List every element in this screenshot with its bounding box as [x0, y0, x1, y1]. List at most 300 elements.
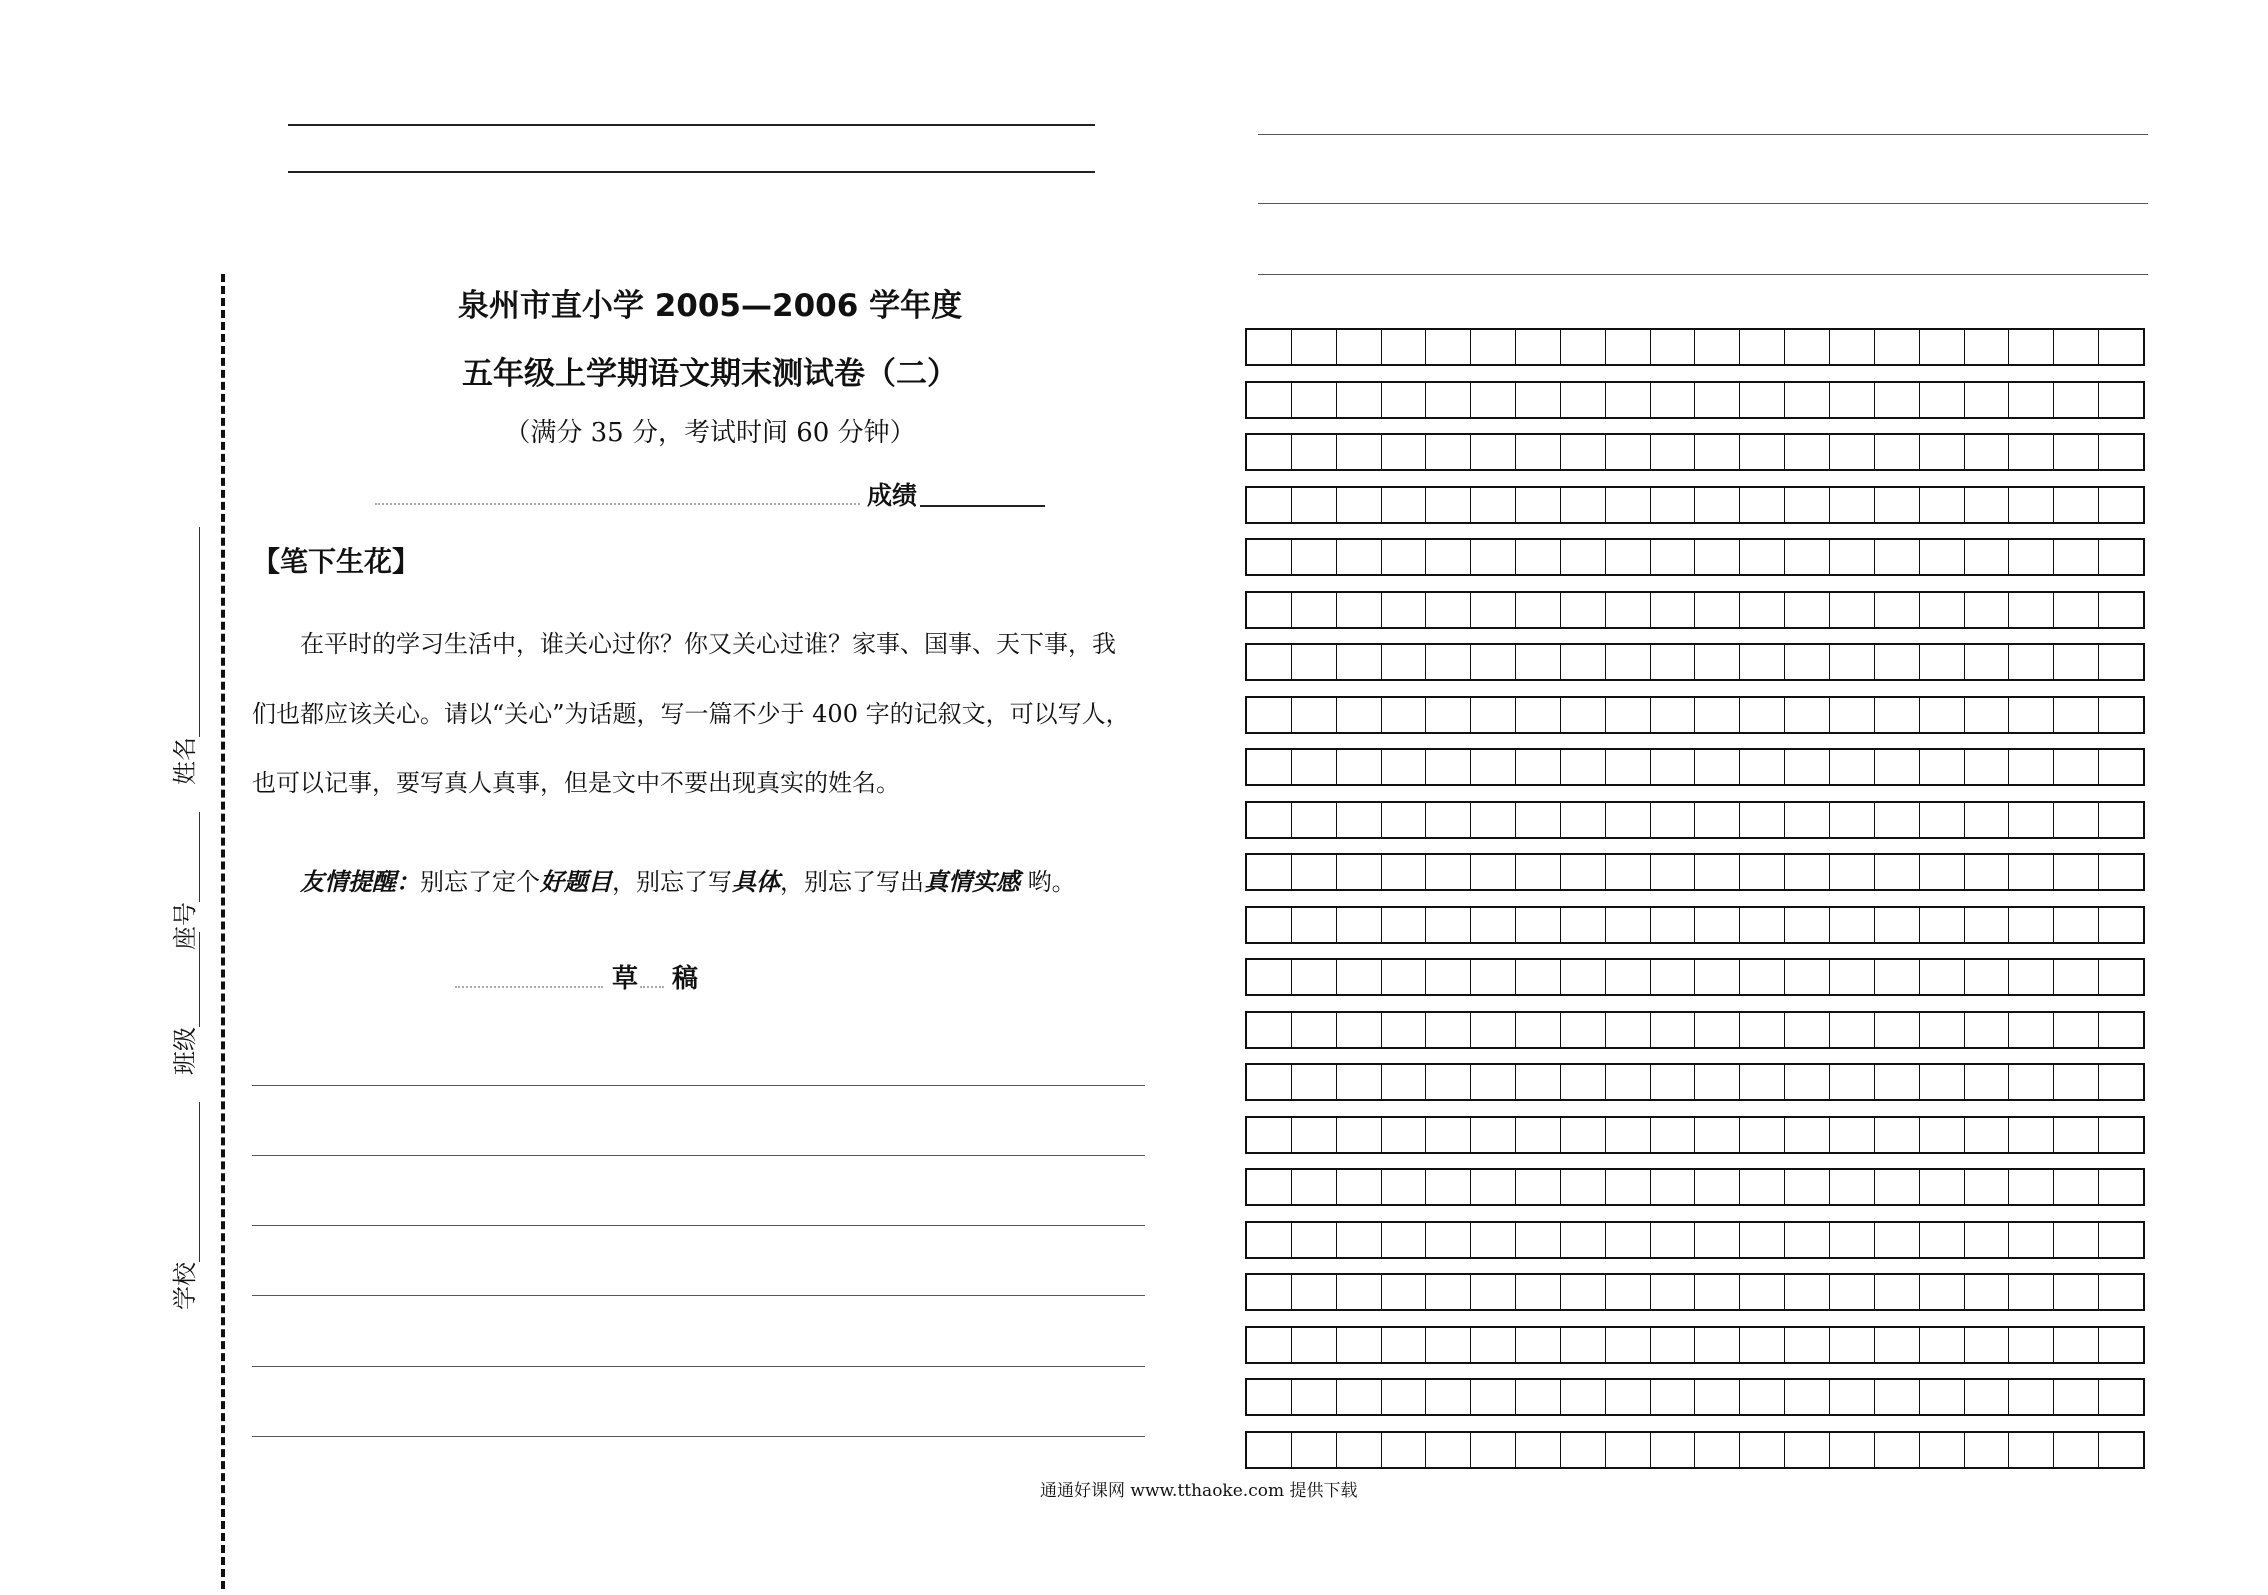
grid-cell[interactable] — [1382, 383, 1427, 417]
grid-cell[interactable] — [1561, 908, 1606, 942]
grid-cell[interactable] — [1247, 1170, 1292, 1204]
grid-cell[interactable] — [1695, 593, 1740, 627]
grid-cell[interactable] — [1471, 1433, 1516, 1467]
grid-cell[interactable] — [2009, 908, 2054, 942]
grid-cell[interactable] — [1471, 1118, 1516, 1152]
grid-cell[interactable] — [1382, 960, 1427, 994]
grid-cell[interactable] — [1426, 803, 1471, 837]
grid-cell[interactable] — [1426, 750, 1471, 784]
grid-cell[interactable] — [1292, 1223, 1337, 1257]
grid-cell[interactable] — [1740, 593, 1785, 627]
grid-cell[interactable] — [2054, 1328, 2099, 1362]
grid-cell[interactable] — [1920, 330, 1965, 364]
grid-cell[interactable] — [1561, 1433, 1606, 1467]
score-blank[interactable] — [920, 505, 1045, 507]
grid-cell[interactable] — [1695, 855, 1740, 889]
grid-cell[interactable] — [1740, 1013, 1785, 1047]
grid-cell[interactable] — [2054, 593, 2099, 627]
grid-cell[interactable] — [2009, 645, 2054, 679]
grid-cell[interactable] — [1785, 960, 1830, 994]
grid-cell[interactable] — [1920, 1275, 1965, 1309]
grid-cell[interactable] — [1920, 383, 1965, 417]
grid-cell[interactable] — [2009, 698, 2054, 732]
grid-cell[interactable] — [2099, 1433, 2143, 1467]
grid-cell[interactable] — [1740, 645, 1785, 679]
grid-cell[interactable] — [1247, 488, 1292, 522]
grid-cell[interactable] — [1651, 1275, 1696, 1309]
grid-cell[interactable] — [1247, 593, 1292, 627]
grid-cell[interactable] — [1426, 698, 1471, 732]
grid-cell[interactable] — [1875, 383, 1920, 417]
grid-cell[interactable] — [1965, 1223, 2010, 1257]
grid-cell[interactable] — [1695, 435, 1740, 469]
grid-cell[interactable] — [1606, 593, 1651, 627]
grid-cell[interactable] — [1247, 435, 1292, 469]
grid-cell[interactable] — [1785, 383, 1830, 417]
grid-cell[interactable] — [1965, 435, 2010, 469]
grid-cell[interactable] — [1830, 960, 1875, 994]
grid-cell[interactable] — [1292, 908, 1337, 942]
grid-cell[interactable] — [2054, 1380, 2099, 1414]
grid-cell[interactable] — [1292, 960, 1337, 994]
grid-cell[interactable] — [1292, 855, 1337, 889]
grid-cell[interactable] — [2099, 435, 2143, 469]
grid-cell[interactable] — [1830, 1328, 1875, 1362]
grid-cell[interactable] — [1247, 330, 1292, 364]
grid-cell[interactable] — [2009, 1275, 2054, 1309]
grid-cell[interactable] — [1651, 435, 1696, 469]
grid-cell[interactable] — [2099, 330, 2143, 364]
grid-cell[interactable] — [1426, 1013, 1471, 1047]
grid-cell[interactable] — [1426, 1223, 1471, 1257]
grid-cell[interactable] — [2009, 1380, 2054, 1414]
grid-cell[interactable] — [1651, 855, 1696, 889]
grid-cell[interactable] — [1382, 488, 1427, 522]
grid-cell[interactable] — [1785, 1065, 1830, 1099]
grid-cell[interactable] — [1426, 1118, 1471, 1152]
grid-cell[interactable] — [1247, 1013, 1292, 1047]
grid-cell[interactable] — [1740, 1275, 1785, 1309]
grid-cell[interactable] — [1426, 855, 1471, 889]
grid-cell[interactable] — [1516, 1328, 1561, 1362]
grid-cell[interactable] — [1292, 435, 1337, 469]
grid-cell[interactable] — [1471, 750, 1516, 784]
grid-cell[interactable] — [2054, 645, 2099, 679]
grid-cell[interactable] — [1516, 1433, 1561, 1467]
grid-cell[interactable] — [1337, 1223, 1382, 1257]
grid-cell[interactable] — [1740, 1328, 1785, 1362]
grid-cell[interactable] — [1382, 908, 1427, 942]
grid-cell[interactable] — [2054, 698, 2099, 732]
grid-cell[interactable] — [1965, 1170, 2010, 1204]
grid-cell[interactable] — [1516, 1223, 1561, 1257]
grid-cell[interactable] — [1965, 1013, 2010, 1047]
grid-cell[interactable] — [1920, 1328, 1965, 1362]
grid-cell[interactable] — [1651, 540, 1696, 574]
grid-cell[interactable] — [1695, 1275, 1740, 1309]
grid-cell[interactable] — [1830, 1275, 1875, 1309]
grid-cell[interactable] — [2099, 750, 2143, 784]
grid-cell[interactable] — [1426, 1433, 1471, 1467]
grid-cell[interactable] — [1382, 1433, 1427, 1467]
grid-cell[interactable] — [1561, 435, 1606, 469]
grid-cell[interactable] — [1875, 645, 1920, 679]
grid-cell[interactable] — [1516, 960, 1561, 994]
grid-cell[interactable] — [1740, 383, 1785, 417]
grid-cell[interactable] — [1471, 488, 1516, 522]
binding-field-name[interactable] — [165, 527, 200, 785]
grid-cell[interactable] — [1337, 1380, 1382, 1414]
grid-cell[interactable] — [1830, 698, 1875, 732]
grid-cell[interactable] — [1606, 1433, 1651, 1467]
grid-cell[interactable] — [1337, 435, 1382, 469]
grid-cell[interactable] — [1875, 908, 1920, 942]
grid-cell[interactable] — [1516, 698, 1561, 732]
grid-cell[interactable] — [1965, 1328, 2010, 1362]
grid-cell[interactable] — [1830, 1065, 1875, 1099]
grid-cell[interactable] — [1830, 908, 1875, 942]
grid-cell[interactable] — [1337, 330, 1382, 364]
grid-cell[interactable] — [1471, 803, 1516, 837]
grid-cell[interactable] — [1695, 488, 1740, 522]
grid-cell[interactable] — [1292, 1065, 1337, 1099]
grid-cell[interactable] — [1830, 488, 1875, 522]
composition-grid[interactable] — [1245, 328, 2145, 1483]
grid-cell[interactable] — [2099, 1275, 2143, 1309]
grid-cell[interactable] — [1606, 435, 1651, 469]
grid-cell[interactable] — [1426, 1328, 1471, 1362]
grid-cell[interactable] — [1292, 1380, 1337, 1414]
binding-field-school[interactable] — [165, 1102, 200, 1310]
grid-cell[interactable] — [1740, 488, 1785, 522]
grid-cell[interactable] — [1606, 330, 1651, 364]
grid-cell[interactable] — [2054, 540, 2099, 574]
grid-cell[interactable] — [1292, 1170, 1337, 1204]
grid-cell[interactable] — [1247, 803, 1292, 837]
grid-cell[interactable] — [1561, 1223, 1606, 1257]
grid-cell[interactable] — [2099, 593, 2143, 627]
grid-cell[interactable] — [1875, 488, 1920, 522]
grid-cell[interactable] — [1337, 908, 1382, 942]
grid-cell[interactable] — [1785, 1275, 1830, 1309]
grid-cell[interactable] — [1965, 908, 2010, 942]
grid-cell[interactable] — [2054, 1013, 2099, 1047]
grid-cell[interactable] — [1920, 593, 1965, 627]
grid-cell[interactable] — [1830, 435, 1875, 469]
grid-cell[interactable] — [1382, 1013, 1427, 1047]
grid-cell[interactable] — [1247, 1118, 1292, 1152]
grid-cell[interactable] — [1606, 1328, 1651, 1362]
grid-cell[interactable] — [1785, 908, 1830, 942]
grid-cell[interactable] — [1247, 908, 1292, 942]
grid-cell[interactable] — [1337, 383, 1382, 417]
grid-cell[interactable] — [1785, 698, 1830, 732]
grid-cell[interactable] — [1920, 1065, 1965, 1099]
grid-cell[interactable] — [1471, 645, 1516, 679]
grid-cell[interactable] — [1965, 855, 2010, 889]
grid-cell[interactable] — [1606, 855, 1651, 889]
grid-cell[interactable] — [1292, 750, 1337, 784]
grid-cell[interactable] — [1471, 383, 1516, 417]
grid-cell[interactable] — [1651, 960, 1696, 994]
grid-cell[interactable] — [2099, 803, 2143, 837]
grid-cell[interactable] — [1651, 1328, 1696, 1362]
grid-cell[interactable] — [1606, 540, 1651, 574]
grid-cell[interactable] — [1516, 645, 1561, 679]
grid-cell[interactable] — [1875, 960, 1920, 994]
grid-cell[interactable] — [1382, 1065, 1427, 1099]
grid-cell[interactable] — [2054, 960, 2099, 994]
grid-cell[interactable] — [1426, 435, 1471, 469]
grid-cell[interactable] — [1920, 698, 1965, 732]
grid-cell[interactable] — [1695, 750, 1740, 784]
grid-cell[interactable] — [1471, 855, 1516, 889]
grid-cell[interactable] — [1875, 1328, 1920, 1362]
grid-cell[interactable] — [1920, 488, 1965, 522]
grid-cell[interactable] — [1875, 698, 1920, 732]
grid-cell[interactable] — [1651, 1223, 1696, 1257]
grid-cell[interactable] — [1785, 803, 1830, 837]
grid-cell[interactable] — [1606, 1065, 1651, 1099]
grid-cell[interactable] — [1292, 1118, 1337, 1152]
grid-cell[interactable] — [2009, 1223, 2054, 1257]
grid-cell[interactable] — [1247, 1065, 1292, 1099]
grid-cell[interactable] — [1516, 330, 1561, 364]
grid-cell[interactable] — [1382, 593, 1427, 627]
grid-cell[interactable] — [1875, 1433, 1920, 1467]
grid-cell[interactable] — [1830, 330, 1875, 364]
grid-cell[interactable] — [2009, 960, 2054, 994]
grid-cell[interactable] — [1382, 645, 1427, 679]
grid-cell[interactable] — [1695, 698, 1740, 732]
grid-cell[interactable] — [1965, 488, 2010, 522]
grid-cell[interactable] — [1337, 1118, 1382, 1152]
grid-cell[interactable] — [1426, 488, 1471, 522]
grid-cell[interactable] — [2009, 1433, 2054, 1467]
grid-cell[interactable] — [1740, 1170, 1785, 1204]
grid-cell[interactable] — [1292, 698, 1337, 732]
draft-line[interactable] — [252, 1436, 1145, 1437]
grid-cell[interactable] — [1426, 540, 1471, 574]
grid-cell[interactable] — [2099, 1065, 2143, 1099]
grid-cell[interactable] — [1875, 1275, 1920, 1309]
grid-cell[interactable] — [1965, 540, 2010, 574]
grid-cell[interactable] — [2009, 593, 2054, 627]
grid-cell[interactable] — [1695, 1013, 1740, 1047]
grid-cell[interactable] — [1695, 960, 1740, 994]
grid-cell[interactable] — [2054, 383, 2099, 417]
grid-cell[interactable] — [1740, 1433, 1785, 1467]
grid-cell[interactable] — [1651, 488, 1696, 522]
grid-cell[interactable] — [1337, 593, 1382, 627]
grid-cell[interactable] — [1471, 1328, 1516, 1362]
grid-cell[interactable] — [1337, 1328, 1382, 1362]
grid-cell[interactable] — [1471, 1065, 1516, 1099]
grid-cell[interactable] — [1426, 908, 1471, 942]
grid-cell[interactable] — [1875, 1170, 1920, 1204]
grid-cell[interactable] — [1247, 1275, 1292, 1309]
grid-cell[interactable] — [2054, 750, 2099, 784]
grid-cell[interactable] — [1292, 1275, 1337, 1309]
grid-cell[interactable] — [1561, 855, 1606, 889]
grid-cell[interactable] — [1965, 383, 2010, 417]
draft-line[interactable] — [252, 1366, 1145, 1367]
grid-cell[interactable] — [2054, 1433, 2099, 1467]
grid-cell[interactable] — [1740, 1118, 1785, 1152]
grid-cell[interactable] — [1651, 803, 1696, 837]
grid-cell[interactable] — [1651, 1380, 1696, 1414]
grid-cell[interactable] — [1561, 1275, 1606, 1309]
grid-cell[interactable] — [1382, 803, 1427, 837]
grid-cell[interactable] — [1785, 645, 1830, 679]
grid-cell[interactable] — [1606, 960, 1651, 994]
grid-cell[interactable] — [1651, 645, 1696, 679]
grid-cell[interactable] — [1965, 1065, 2010, 1099]
grid-cell[interactable] — [1337, 1275, 1382, 1309]
grid-cell[interactable] — [1561, 698, 1606, 732]
grid-cell[interactable] — [1471, 960, 1516, 994]
grid-cell[interactable] — [1561, 1013, 1606, 1047]
grid-cell[interactable] — [1247, 383, 1292, 417]
grid-cell[interactable] — [1426, 1380, 1471, 1414]
grid-cell[interactable] — [2099, 488, 2143, 522]
grid-cell[interactable] — [2054, 330, 2099, 364]
grid-cell[interactable] — [1382, 750, 1427, 784]
grid-cell[interactable] — [1292, 1013, 1337, 1047]
grid-cell[interactable] — [1965, 593, 2010, 627]
grid-cell[interactable] — [2099, 1170, 2143, 1204]
grid-cell[interactable] — [1382, 698, 1427, 732]
grid-cell[interactable] — [1920, 1223, 1965, 1257]
grid-cell[interactable] — [1651, 330, 1696, 364]
grid-cell[interactable] — [2009, 1065, 2054, 1099]
grid-cell[interactable] — [1740, 698, 1785, 732]
grid-cell[interactable] — [1920, 908, 1965, 942]
grid-cell[interactable] — [1965, 1380, 2010, 1414]
grid-cell[interactable] — [1516, 593, 1561, 627]
grid-cell[interactable] — [1695, 1328, 1740, 1362]
grid-cell[interactable] — [1651, 593, 1696, 627]
grid-cell[interactable] — [1382, 1118, 1427, 1152]
grid-cell[interactable] — [1740, 908, 1785, 942]
grid-cell[interactable] — [1920, 855, 1965, 889]
grid-cell[interactable] — [1471, 1013, 1516, 1047]
grid-cell[interactable] — [1382, 540, 1427, 574]
grid-cell[interactable] — [1516, 855, 1561, 889]
grid-cell[interactable] — [1785, 1118, 1830, 1152]
grid-cell[interactable] — [1920, 960, 1965, 994]
grid-cell[interactable] — [1516, 1170, 1561, 1204]
grid-cell[interactable] — [1561, 540, 1606, 574]
grid-cell[interactable] — [1830, 645, 1875, 679]
grid-cell[interactable] — [1965, 645, 2010, 679]
grid-cell[interactable] — [1695, 1223, 1740, 1257]
grid-cell[interactable] — [1606, 803, 1651, 837]
grid-cell[interactable] — [1651, 750, 1696, 784]
grid-cell[interactable] — [1292, 383, 1337, 417]
grid-cell[interactable] — [1920, 435, 1965, 469]
grid-cell[interactable] — [1426, 1065, 1471, 1099]
grid-cell[interactable] — [1920, 1380, 1965, 1414]
grid-cell[interactable] — [2009, 855, 2054, 889]
grid-cell[interactable] — [1426, 383, 1471, 417]
grid-cell[interactable] — [1606, 488, 1651, 522]
grid-cell[interactable] — [1471, 330, 1516, 364]
grid-cell[interactable] — [1292, 330, 1337, 364]
grid-cell[interactable] — [2054, 1170, 2099, 1204]
grid-cell[interactable] — [1382, 855, 1427, 889]
grid-cell[interactable] — [2009, 540, 2054, 574]
grid-cell[interactable] — [1606, 1275, 1651, 1309]
grid-cell[interactable] — [2054, 908, 2099, 942]
grid-cell[interactable] — [1875, 330, 1920, 364]
grid-cell[interactable] — [2009, 1118, 2054, 1152]
grid-cell[interactable] — [1516, 803, 1561, 837]
grid-cell[interactable] — [2099, 1118, 2143, 1152]
grid-cell[interactable] — [1561, 330, 1606, 364]
grid-cell[interactable] — [1695, 803, 1740, 837]
grid-cell[interactable] — [1651, 1170, 1696, 1204]
grid-cell[interactable] — [1875, 803, 1920, 837]
grid-cell[interactable] — [1740, 855, 1785, 889]
grid-cell[interactable] — [1965, 1433, 2010, 1467]
grid-cell[interactable] — [2054, 1065, 2099, 1099]
grid-cell[interactable] — [2009, 1328, 2054, 1362]
grid-cell[interactable] — [1471, 1380, 1516, 1414]
grid-cell[interactable] — [1785, 855, 1830, 889]
binding-field-class[interactable] — [165, 932, 200, 1075]
grid-cell[interactable] — [1426, 1275, 1471, 1309]
grid-cell[interactable] — [1830, 750, 1875, 784]
grid-cell[interactable] — [1920, 750, 1965, 784]
grid-cell[interactable] — [1247, 960, 1292, 994]
grid-cell[interactable] — [1292, 645, 1337, 679]
grid-cell[interactable] — [2099, 383, 2143, 417]
grid-cell[interactable] — [1426, 1170, 1471, 1204]
grid-cell[interactable] — [1337, 540, 1382, 574]
grid-cell[interactable] — [1337, 1013, 1382, 1047]
grid-cell[interactable] — [1516, 488, 1561, 522]
grid-cell[interactable] — [1740, 960, 1785, 994]
grid-cell[interactable] — [1965, 960, 2010, 994]
grid-cell[interactable] — [1920, 1433, 1965, 1467]
grid-cell[interactable] — [2099, 540, 2143, 574]
grid-cell[interactable] — [1875, 1065, 1920, 1099]
grid-cell[interactable] — [1382, 435, 1427, 469]
grid-cell[interactable] — [1292, 488, 1337, 522]
grid-cell[interactable] — [1561, 593, 1606, 627]
grid-cell[interactable] — [1471, 698, 1516, 732]
grid-cell[interactable] — [1337, 1433, 1382, 1467]
grid-cell[interactable] — [2099, 960, 2143, 994]
grid-cell[interactable] — [1247, 698, 1292, 732]
grid-cell[interactable] — [1471, 435, 1516, 469]
grid-cell[interactable] — [1875, 1223, 1920, 1257]
grid-cell[interactable] — [1740, 435, 1785, 469]
grid-cell[interactable] — [1606, 750, 1651, 784]
grid-cell[interactable] — [1740, 1223, 1785, 1257]
grid-cell[interactable] — [1651, 1433, 1696, 1467]
grid-cell[interactable] — [1830, 1433, 1875, 1467]
grid-cell[interactable] — [1740, 803, 1785, 837]
grid-cell[interactable] — [1785, 540, 1830, 574]
grid-cell[interactable] — [1830, 1013, 1875, 1047]
grid-cell[interactable] — [1965, 1275, 2010, 1309]
grid-cell[interactable] — [1247, 1223, 1292, 1257]
grid-cell[interactable] — [1785, 1380, 1830, 1414]
grid-cell[interactable] — [1561, 1380, 1606, 1414]
grid-cell[interactable] — [1830, 593, 1875, 627]
